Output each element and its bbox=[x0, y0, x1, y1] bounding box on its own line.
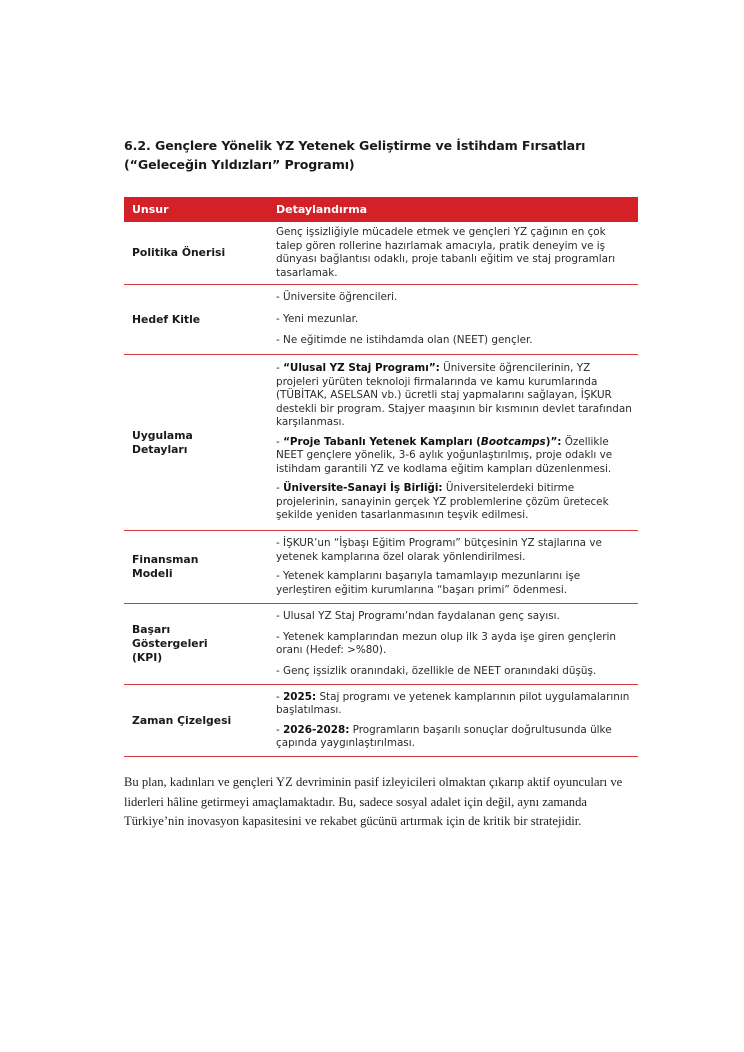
item-lead: 2026-2028: bbox=[283, 723, 350, 736]
row-label: Hedef Kitle bbox=[124, 285, 265, 355]
detail-item: - Üniversite-Sanayi İş Birliği: Üniversitelerdeki bitirme projelerinin, sanayinin gerçek YZ problemlerine çözüm üretecek şekilde yeniden tasarlanmasının teşvik edilmesi. bbox=[276, 482, 609, 522]
table-row bbox=[124, 355, 638, 531]
item-lead: “Ulusal YZ Staj Programı”: bbox=[283, 362, 440, 375]
row-label: Finansman Modeli bbox=[124, 531, 265, 604]
table-header-row bbox=[124, 197, 638, 222]
row-detail bbox=[265, 685, 638, 757]
detail-item: - 2025: Staj programı ve yetenek kamplarının pilot uygulamalarının başlatılması. bbox=[276, 690, 630, 716]
table-row bbox=[124, 685, 638, 757]
detail-item: - Yetenek kamplarından mezun olup ilk 3 ayda işe giren gençlerin oranı (Hedef: >%80). bbox=[276, 630, 617, 656]
detail-item: - Üniversite öğrencileri. bbox=[276, 291, 398, 304]
table-row bbox=[124, 285, 638, 355]
detail-item: - Yetenek kamplarını başarıyla tamamlayıp mezunlarını işe yerleştiren eğitim kurumlarına “başarı primi” ödenmesi. bbox=[276, 570, 581, 596]
row-detail bbox=[265, 531, 638, 604]
item-lead: Üniversite-Sanayi İş Birliği: bbox=[283, 482, 443, 495]
table-row bbox=[124, 222, 638, 285]
row-label: Politika Önerisi bbox=[124, 222, 265, 285]
detail-item: Genç işsizliğiyle mücadele etmek ve gençleri YZ çağının en çok talep gören rollerine hazırlamak amacıyla, pratik deneyim ve iş dünyası bağlantısı odaklı, proje tabanlı eğitim ve staj programları tasarlamak. bbox=[276, 226, 616, 279]
closing-paragraph: Bu plan, kadınları ve gençleri YZ devriminin pasif izleyicileri olmaktan çıkarıp aktif oyuncuları ve liderleri hâline getirmeyi amaçlamaktadır. Bu, sadece sosyal adalet için değil, aynı zamanda Türkiye’nin inovasyon kapasitesini ve rekabet gücünü artırmak için de kritik bir stratejidir. bbox=[124, 775, 623, 828]
table-row bbox=[124, 604, 638, 685]
row-detail bbox=[265, 604, 638, 685]
row-label: Zaman Çizelgesi bbox=[124, 685, 265, 757]
section-heading: 6.2. Gençlere Yönelik YZ Yetenek Geliştirme ve İstihdam Fırsatları (“Geleceğin Yıldızları” Programı) bbox=[124, 138, 586, 172]
detail-item: - İŞKUR’un “İşbaşı Eğitim Programı” bütçesinin YZ stajlarına ve yetenek kamplarına özel olarak yönlendirilmesi. bbox=[276, 537, 602, 563]
policy-table bbox=[124, 197, 638, 757]
detail-item: - Ne eğitimde ne istihdamda olan (NEET) gençler. bbox=[276, 334, 533, 347]
detail-item: - “Ulusal YZ Staj Programı”: Üniversite öğrencilerinin, YZ projeleri yürüten teknoloji firmalarında ve kamu kurumlarında (TÜBİTAK, ASELSAN vb.) ücretli staj yapmalarını sağlayan, İŞKUR destekli bir program. Stajyer maaşının bir kısmının devlet tarafından karşılanması. bbox=[276, 362, 632, 429]
row-detail bbox=[265, 222, 638, 285]
detail-item: - “Proje Tabanlı Yetenek Kampları (Bootcamps)”: Özellikle NEET gençlere yönelik, 3-6 aylık yoğunlaştırılmış, proje odaklı ve istihdam garantili YZ ve kodlama eğitim kampları düzenlenmesi. bbox=[276, 435, 613, 475]
column-header-detaylandirma: Detaylandırma bbox=[265, 197, 638, 222]
detail-item: - Genç işsizlik oranındaki, özellikle de NEET oranındaki düşüş. bbox=[276, 664, 597, 677]
item-lead: 2025: bbox=[283, 690, 317, 703]
row-label: Başarı Göstergeleri (KPI) bbox=[124, 604, 265, 685]
detail-item: - Ulusal YZ Staj Programı’ndan faydalanan genç sayısı. bbox=[276, 610, 560, 622]
detail-item: - Yeni mezunlar. bbox=[276, 312, 359, 325]
row-label: Uygulama Detayları bbox=[124, 355, 265, 531]
item-lead: “Proje Tabanlı Yetenek Kampları (Bootcamps)”: bbox=[283, 435, 562, 448]
row-detail bbox=[265, 285, 638, 355]
row-detail bbox=[265, 355, 638, 531]
detail-item: - 2026-2028: Programların başarılı sonuçlar doğrultusunda ülke çapında yaygınlaştırılması. bbox=[276, 723, 612, 749]
table-row bbox=[124, 531, 638, 604]
column-header-unsur: Unsur bbox=[124, 197, 265, 222]
